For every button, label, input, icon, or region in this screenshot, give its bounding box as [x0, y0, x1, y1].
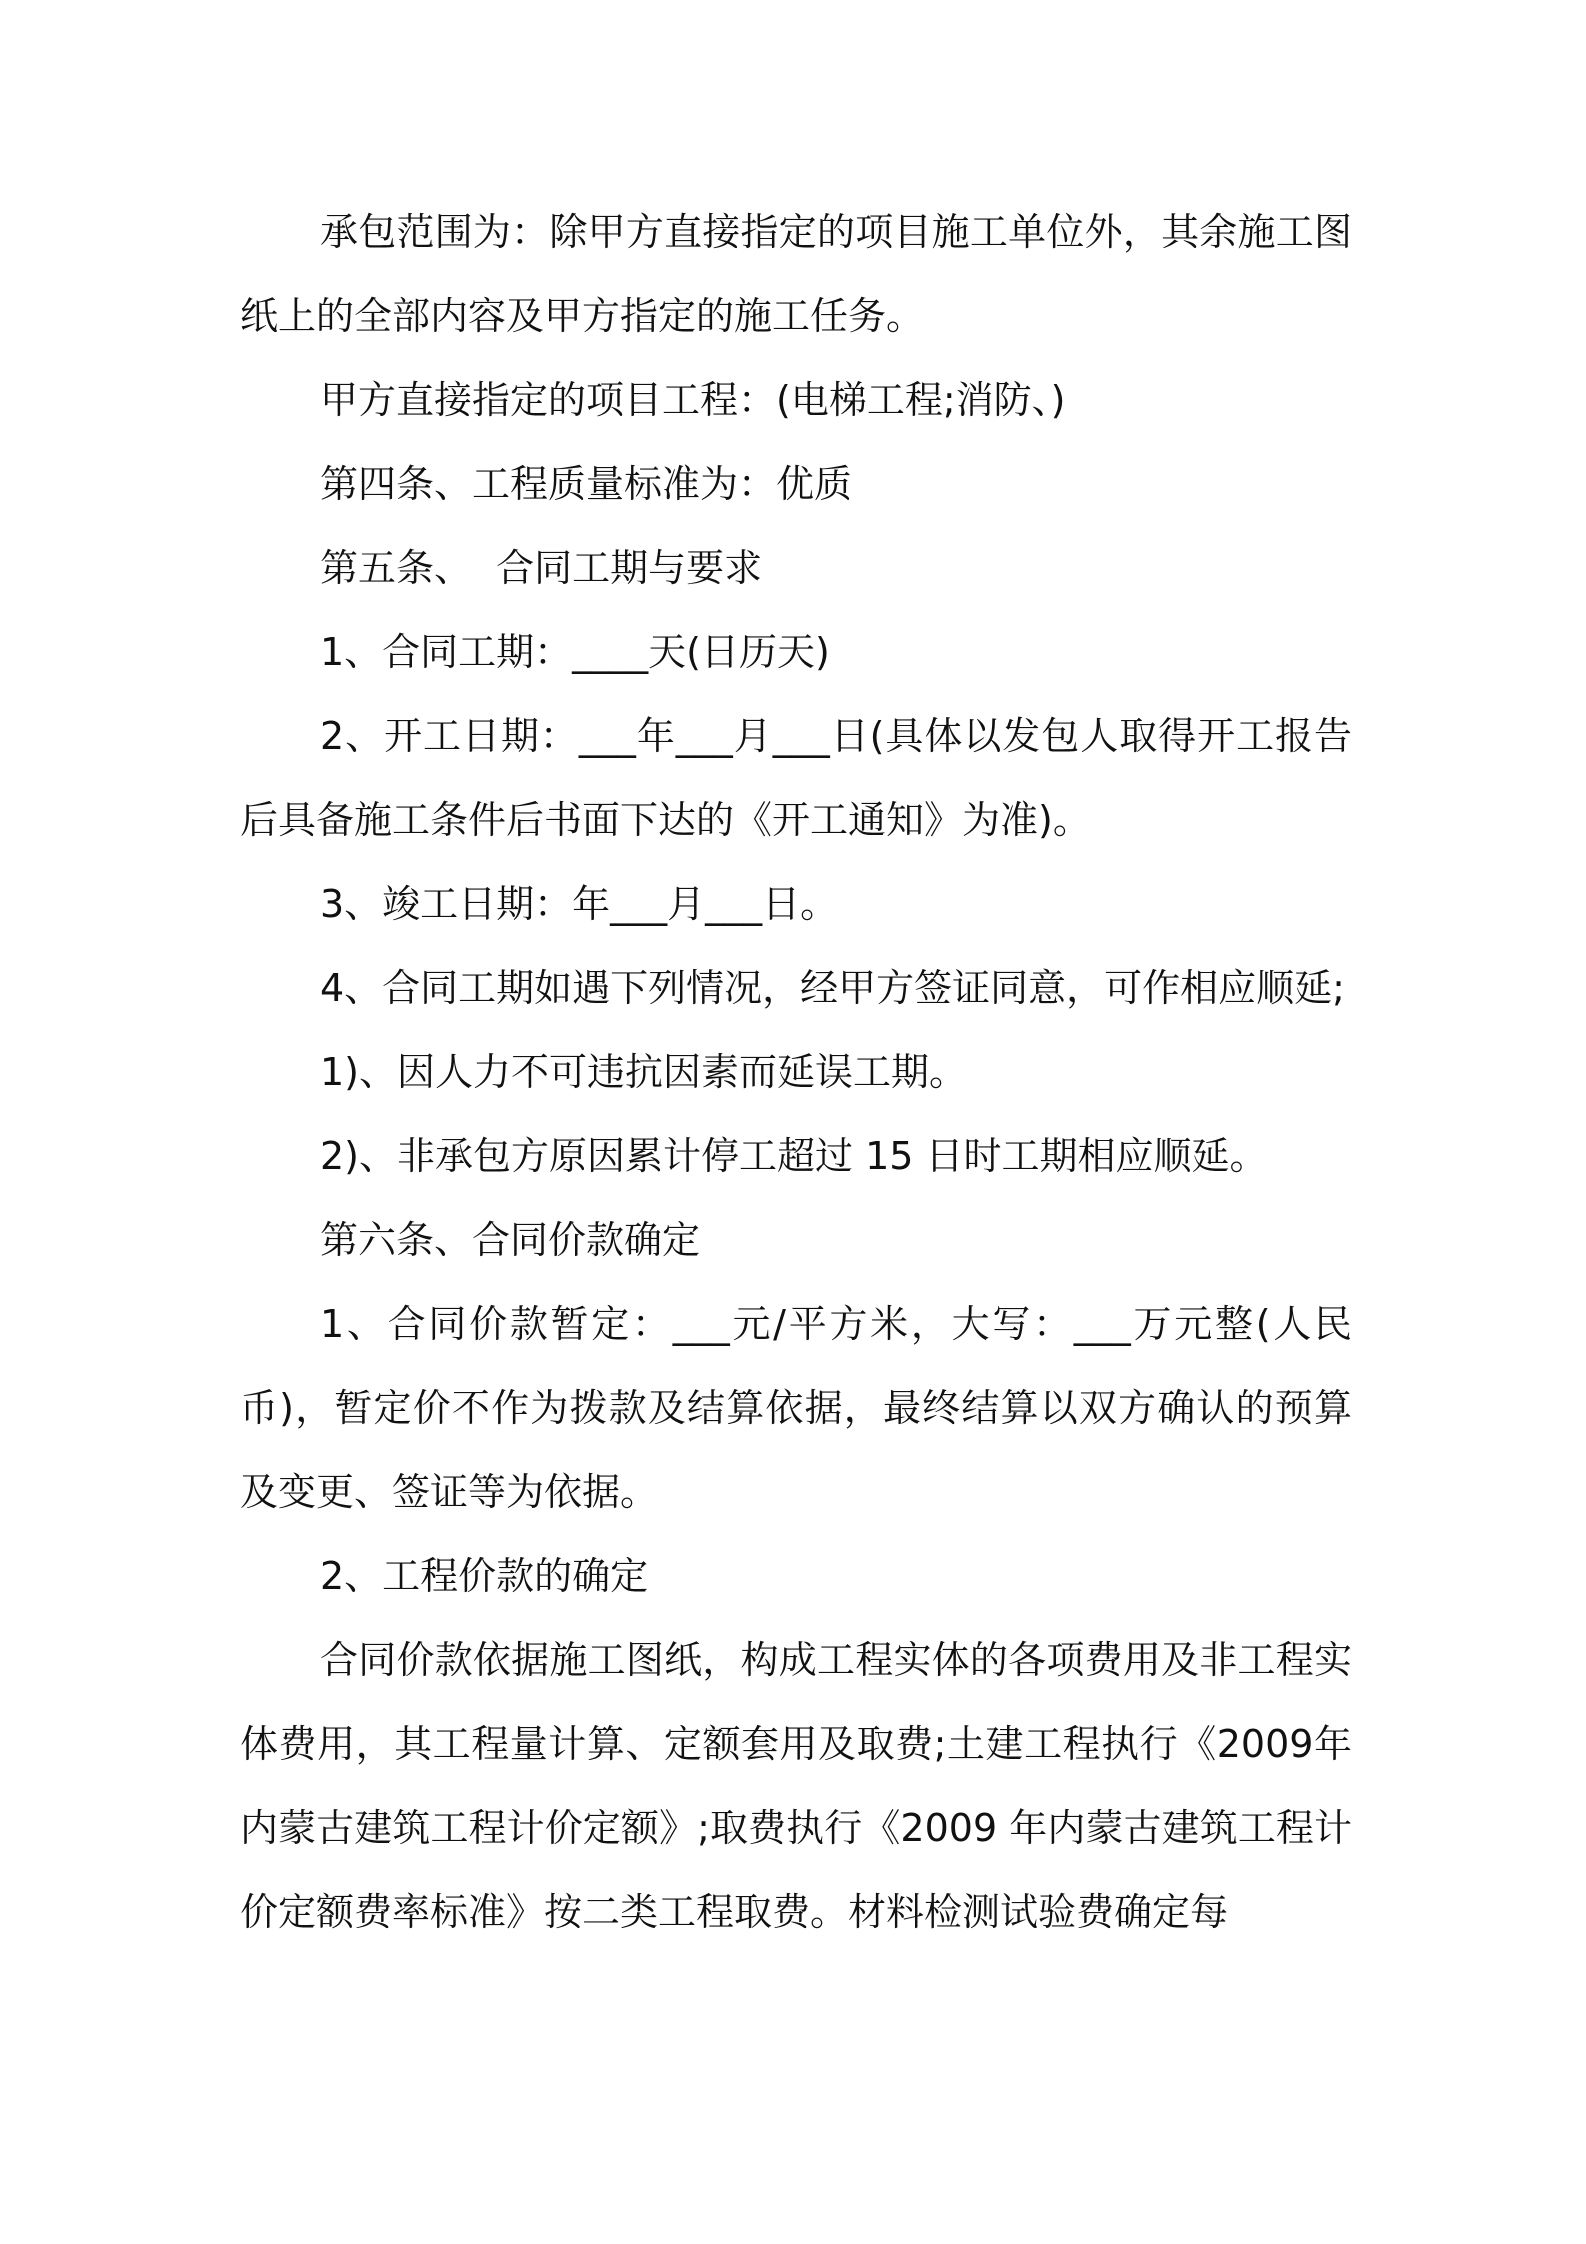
- paragraph: 1)、因人力不可违抗因素而延误工期。: [320, 1050, 968, 1094]
- paragraph: 1、合同价款暂定：___元/平方米，大写：___万元整(人民币)，暂定价不作为拨款及结算依据，最终结算以双方确认的预算及变更、签证等为依据。: [240, 1302, 1352, 1514]
- paragraph: 4、合同工期如遇下列情况，经甲方签证同意，可作相应顺延;: [320, 966, 1345, 1010]
- paragraph: 1、合同工期：____天(日历天): [320, 630, 830, 674]
- paragraph: 甲方直接指定的项目工程：(电梯工程;消防、): [320, 378, 1066, 422]
- paragraph: 第五条、 合同工期与要求: [320, 546, 763, 590]
- paragraph: 2、开工日期：___年___月___日(具体以发包人取得开工报告后具备施工条件后书面下达的《开工通知》为准)。: [240, 714, 1352, 842]
- document-body: [240, 190, 1352, 1954]
- paragraph: 第六条、合同价款确定: [320, 1218, 701, 1262]
- paragraph: 2)、非承包方原因累计停工超过 15 日时工期相应顺延。: [320, 1134, 1268, 1178]
- paragraph: 3、竣工日期：年___月___日。: [320, 882, 839, 926]
- paragraph: 合同价款依据施工图纸，构成工程实体的各项费用及非工程实体费用，其工程量计算、定额套用及取费;土建工程执行《2009年内蒙古建筑工程计价定额》;取费执行《2009 年内蒙古建筑工程计价定额费率标准》按二类工程取费。材料检测试验费确定每: [240, 1638, 1352, 1934]
- paragraph: 承包范围为：除甲方直接指定的项目施工单位外，其余施工图纸上的全部内容及甲方指定的施工任务。: [240, 210, 1352, 338]
- paragraph: 第四条、工程质量标准为：优质: [320, 462, 853, 506]
- paragraph: 2、工程价款的确定: [320, 1554, 649, 1598]
